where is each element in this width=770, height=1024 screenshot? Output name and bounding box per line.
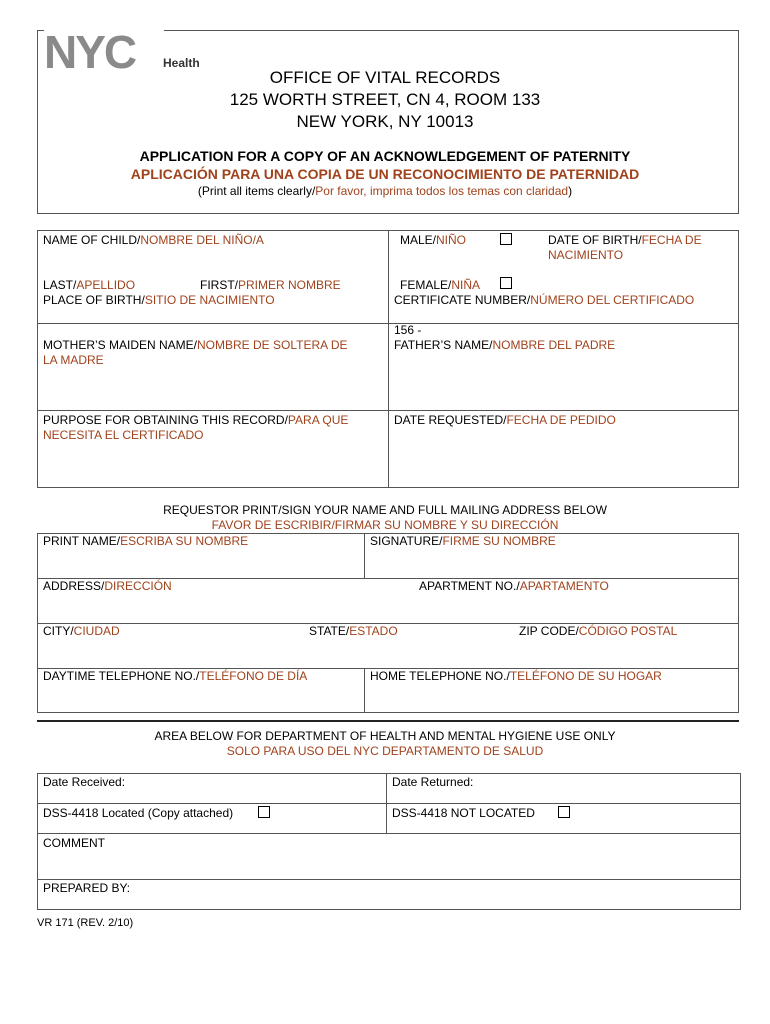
office-use-divider (37, 720, 739, 722)
office-name: OFFICE OF VITAL RECORDS (269, 68, 501, 87)
date-returned-label: Date Returned: (392, 775, 474, 789)
office-street: 125 WORTH STREET, CN 4, ROOM 133 (229, 90, 541, 109)
dss-not-located-checkbox[interactable] (558, 806, 570, 818)
dss-not-located-label: DSS-4418 NOT LOCATED (392, 806, 535, 820)
last-name-label: LAST/APELLIDO (43, 278, 136, 292)
male-label: MALE/NIÑO (400, 233, 467, 247)
requestor-heading-es: FAVOR DE ESCRIBIR/FIRMAR SU NOMBRE Y SU DIRECCIÓN (211, 518, 559, 532)
logo-nyc-text: NYC (44, 30, 136, 72)
female-checkbox[interactable] (500, 277, 512, 289)
purpose-label: PURPOSE FOR OBTAINING THIS RECORD/PARA QUE NECESITA EL CERTIFICADO (43, 413, 349, 442)
state-field[interactable]: STATE/ESTADO (309, 624, 398, 638)
form-number: VR 171 (REV. 2/10) (37, 917, 134, 929)
address-field[interactable]: ADDRESS/DIRECCIÓN (43, 579, 172, 593)
father-name-label: FATHER’S NAME/NOMBRE DEL PADRE (394, 338, 616, 352)
form-title-es: APLICACIÓN PARA UNA COPIA DE UN RECONOCIMIENTO DE PATERNIDAD (130, 166, 640, 182)
form-instructions: (Print all items clearly/Por favor, imprima todos los temas con claridad) (197, 184, 573, 198)
certificate-prefix: 156 - (394, 323, 422, 337)
dss-located-label: DSS-4418 Located (Copy attached) (43, 806, 234, 820)
date-requested-label: DATE REQUESTED/FECHA DE PEDIDO (394, 413, 616, 427)
female-label: FEMALE/NIÑA (400, 278, 481, 292)
office-use-heading-en: AREA BELOW FOR DEPARTMENT OF HEALTH AND MENTAL HYGIENE USE ONLY (154, 729, 616, 743)
date-received-label: Date Received: (43, 775, 126, 789)
zip-field[interactable]: ZIP CODE/CÓDIGO POSTAL (519, 624, 678, 638)
logo-health-text: Health (163, 56, 200, 70)
dob-label: DATE OF BIRTH/FECHA DE NACIMIENTO (548, 233, 702, 262)
form-title-en: APPLICATION FOR A COPY OF AN ACKNOWLEDGEMENT OF PATERNITY (139, 148, 631, 164)
office-city: NEW YORK, NY 10013 (296, 112, 474, 131)
daytime-phone-field[interactable]: DAYTIME TELEPHONE NO./TELÉFONO DE DÍA (43, 669, 308, 683)
signature-field[interactable]: SIGNATURE/FIRME SU NOMBRE (370, 534, 556, 548)
office-use-heading-es: SOLO PARA USO DEL NYC DEPARTAMENTO DE SALUD (226, 744, 544, 758)
prepared-by-label: PREPARED BY: (43, 881, 131, 895)
office-use-box (37, 773, 741, 910)
city-field[interactable]: CITY/CIUDAD (43, 624, 120, 638)
child-name-label: NAME OF CHILD/NOMBRE DEL NIÑO/A (43, 233, 264, 247)
print-name-field[interactable]: PRINT NAME/ESCRIBA SU NOMBRE (43, 534, 249, 548)
apartment-field[interactable]: APARTMENT NO./APARTAMENTO (419, 579, 609, 593)
dss-located-checkbox[interactable] (258, 806, 270, 818)
certificate-number-label: CERTIFICATE NUMBER/NÚMERO DEL CERTIFICADO (394, 293, 695, 307)
first-name-label: FIRST/PRIMER NOMBRE (200, 278, 341, 292)
requestor-heading-en: REQUESTOR PRINT/SIGN YOUR NAME AND FULL MAILING ADDRESS BELOW (163, 503, 607, 517)
comment-label: COMMENT (43, 836, 105, 850)
male-checkbox[interactable] (500, 233, 512, 245)
home-phone-field[interactable]: HOME TELEPHONE NO./TELÉFONO DE SU HOGAR (370, 669, 662, 683)
nyc-health-logo (44, 30, 164, 72)
mother-name-label: MOTHER’S MAIDEN NAME/NOMBRE DE SOLTERA DE LA MADRE (43, 338, 348, 367)
place-of-birth-label: PLACE OF BIRTH/SITIO DE NACIMIENTO (43, 293, 275, 307)
